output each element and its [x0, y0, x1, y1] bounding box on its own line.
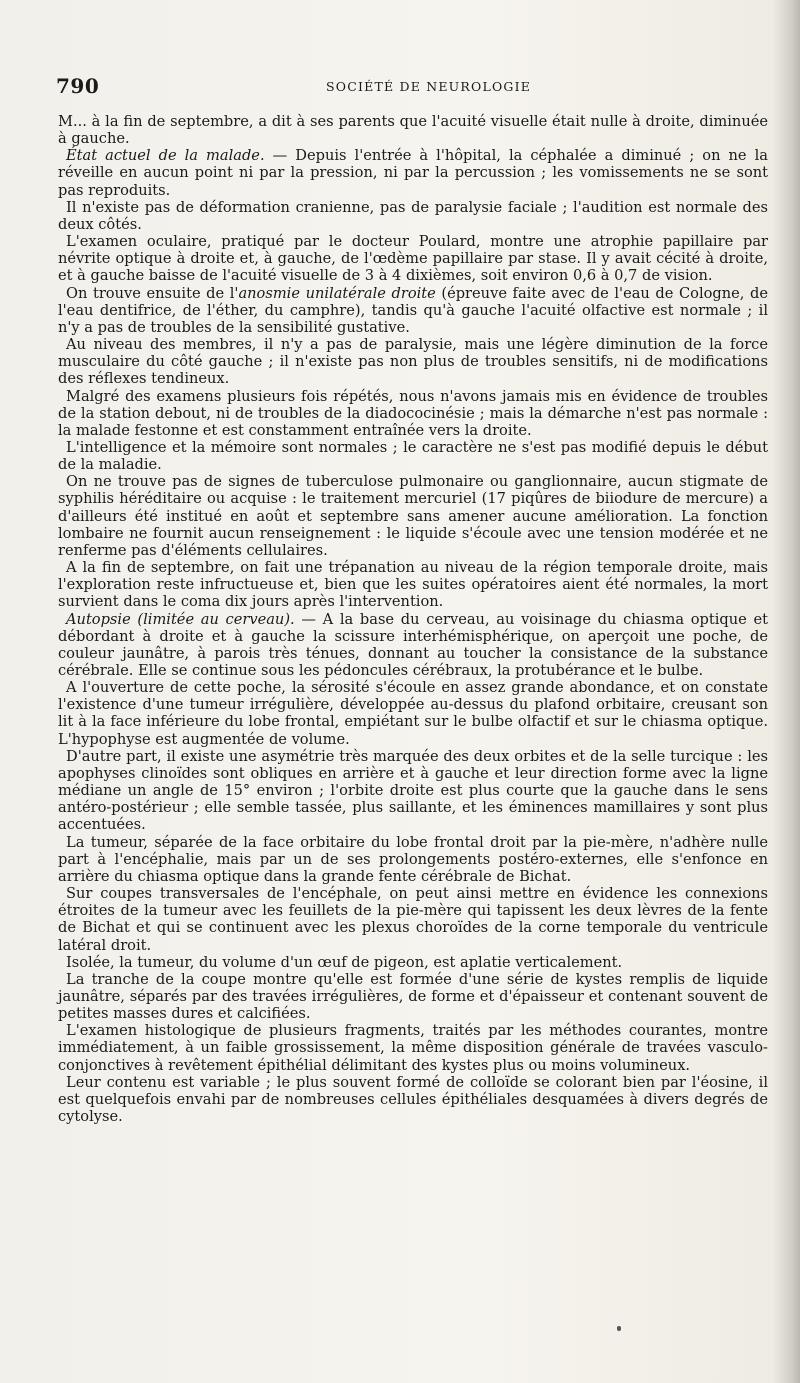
paragraph: On trouve ensuite de l'anosmie unilatérale droite (épreuve faite avec de l'eau de Cologne, de l'eau dentifrice, de l'éther, du camphre), tandis qu'à gauche l'acuité olfactive est normale ; il n'y a pas de troubles de la sensibilité gustative.: [58, 284, 768, 336]
paragraph: Au niveau des membres, il n'y a pas de paralysie, mais une légère diminution de la force musculaire du côté gauche ; il n'existe pas non plus de troubles sensitifs, ni de modifications des réflexes tendineux.: [58, 336, 768, 388]
paragraph: L'examen oculaire, pratiqué par le docteur Poulard, montre une atrophie papillaire par névrite optique à droite et, à gauche, de l'œdème papillaire par stase. Il y avait cécité à droite, et à gauche baisse de l'acuité visuelle de 3 à 4 dixièmes, soit environ 0,6 à 0,7 de vision.: [58, 233, 768, 285]
paragraph: Isolée, la tumeur, du volume d'un œuf de pigeon, est aplatie verticalement.: [66, 953, 623, 971]
running-head: SOCIÉTÉ DE NEUROLOGIE: [326, 79, 532, 94]
emphasis: anosmie unilatérale droite: [238, 284, 436, 302]
paragraph: On ne trouve pas de signes de tuberculose pulmonaire ou ganglionnaire, aucun stigmate de syphilis héréditaire ou acquise : le traitement mercuriel (17 piqûres de biiodure de mercure) a d'ailleurs été institué en août et septembre sans amener aucune amélioration. La fonction lombaire ne fournit aucun renseignement : le liquide s'écoule avec une tension modérée et ne renferme pas d'éléments cellulaires.: [58, 473, 768, 559]
paragraph: État actuel de la malade. — Depuis l'entrée à l'hôpital, la céphalée a diminué ; on ne la réveille en aucun point ni par la pression, ni par la percussion ; les vomissements ne se sont pas reproduits.: [58, 147, 768, 199]
paragraph: M... à la fin de septembre, a dit à ses parents que l'acuité visuelle était nulle à droite, diminuée à gauche.: [58, 113, 768, 148]
paragraph: L'examen histologique de plusieurs fragments, traités par les méthodes courantes, montre immédiatement, à un faible grossissement, la même disposition générale de travées vasculo-conjonctives à revêtement épithélial délimitant des kystes plus ou moins volumineux.: [58, 1022, 768, 1074]
page-number: 790: [56, 74, 100, 98]
paragraph: Sur coupes transversales de l'encéphale, on peut ainsi mettre en évidence les connexions étroites de la tumeur avec les feuillets de la pie-mère qui tapissent les deux lèvres de la fente de Bichat et qui se continuent avec les plexus choroïdes de la corne temporale du ventricule latéral droit.: [58, 885, 768, 954]
paragraph: A la fin de septembre, on fait une trépanation au niveau de la région temporale droite, mais l'exploration reste infructueuse et, bien que les suites opératoires aient été normales, la mort survient dans le coma dix jours après l'intervention.: [58, 559, 768, 611]
paragraph: La tranche de la coupe montre qu'elle est formée d'une série de kystes remplis de liquide jaunâtre, séparés par des travées irrégulières, de forme et d'épaisseur et contenant souvent de petites masses dures et calcifiées.: [58, 970, 768, 1023]
paragraph: Il n'existe pas de déformation cranienne, pas de paralysie faciale ; l'audition est normale des deux côtés.: [58, 198, 768, 233]
body-text: [58, 113, 768, 1125]
section-lead: État actuel de la malade.: [66, 147, 265, 165]
paragraph: Autopsie (limitée au cerveau). — A la base du cerveau, au voisinage du chiasma optique et débordant à droite et à gauche la scissure interhémisphérique, on aperçoit une poche, de couleur jaunâtre, à parois très ténues, donnant au toucher la consistance de la substance cérébrale. Elle se continue sous les pédoncules cérébraux, la protubérance et le bulbe.: [58, 610, 768, 679]
paragraph: Leur contenu est variable ; le plus souvent formé de colloïde se colorant bien par l'éosine, il est quelquefois envahi par de nombreuses cellules épithéliales desquamées à divers degrés de cytolyse.: [58, 1073, 768, 1126]
page-header: [56, 74, 746, 100]
ink-speck: [617, 1326, 621, 1331]
paragraph: La tumeur, séparée de la face orbitaire du lobe frontal droit par la pie-mère, n'adhère nulle part à l'encéphalie, mais par un de ses prolongements postéro-externes, elle s'enfonce en arrière du chiasma optique dans la grande fente cérébrale de Bichat.: [58, 833, 768, 885]
paragraph: L'intelligence et la mémoire sont normales ; le caractère ne s'est pas modifié depuis le début de la maladie.: [58, 438, 768, 474]
paragraph: D'autre part, il existe une asymétrie très marquée des deux orbites et de la selle turcique : les apophyses clinoïdes sont obliques en arrière et à gauche et leur direction forme avec la ligne médiane un angle de 15° environ ; l'orbite droite est plus courte que la gauche dans le sens antéro-postérieur ; elle semble tassée, plus saillante, et les éminences mamillaires y sont plus accentuées.: [58, 747, 768, 834]
section-lead: Autopsie (limitée au cerveau).: [66, 610, 295, 628]
paragraph: A l'ouverture de cette poche, la sérosité s'écoule en assez grande abondance, et on constate l'existence d'une tumeur irrégulière, développée au-dessus du plafond orbitaire, creusant son lit à la face inférieure du lobe frontal, empiétant sur le bulbe olfactif et sur le chiasma optique. L'hypophyse est augmentée de volume.: [58, 679, 768, 748]
paragraph: Malgré des examens plusieurs fois répétés, nous n'avons jamais mis en évidence de troubles de la station debout, ni de troubles de la diadococinésie ; mais la démarche n'est pas normale : la malade festonne et est constamment entraînée vers la droite.: [58, 387, 768, 439]
page-edge-shadow: [772, 0, 800, 1383]
